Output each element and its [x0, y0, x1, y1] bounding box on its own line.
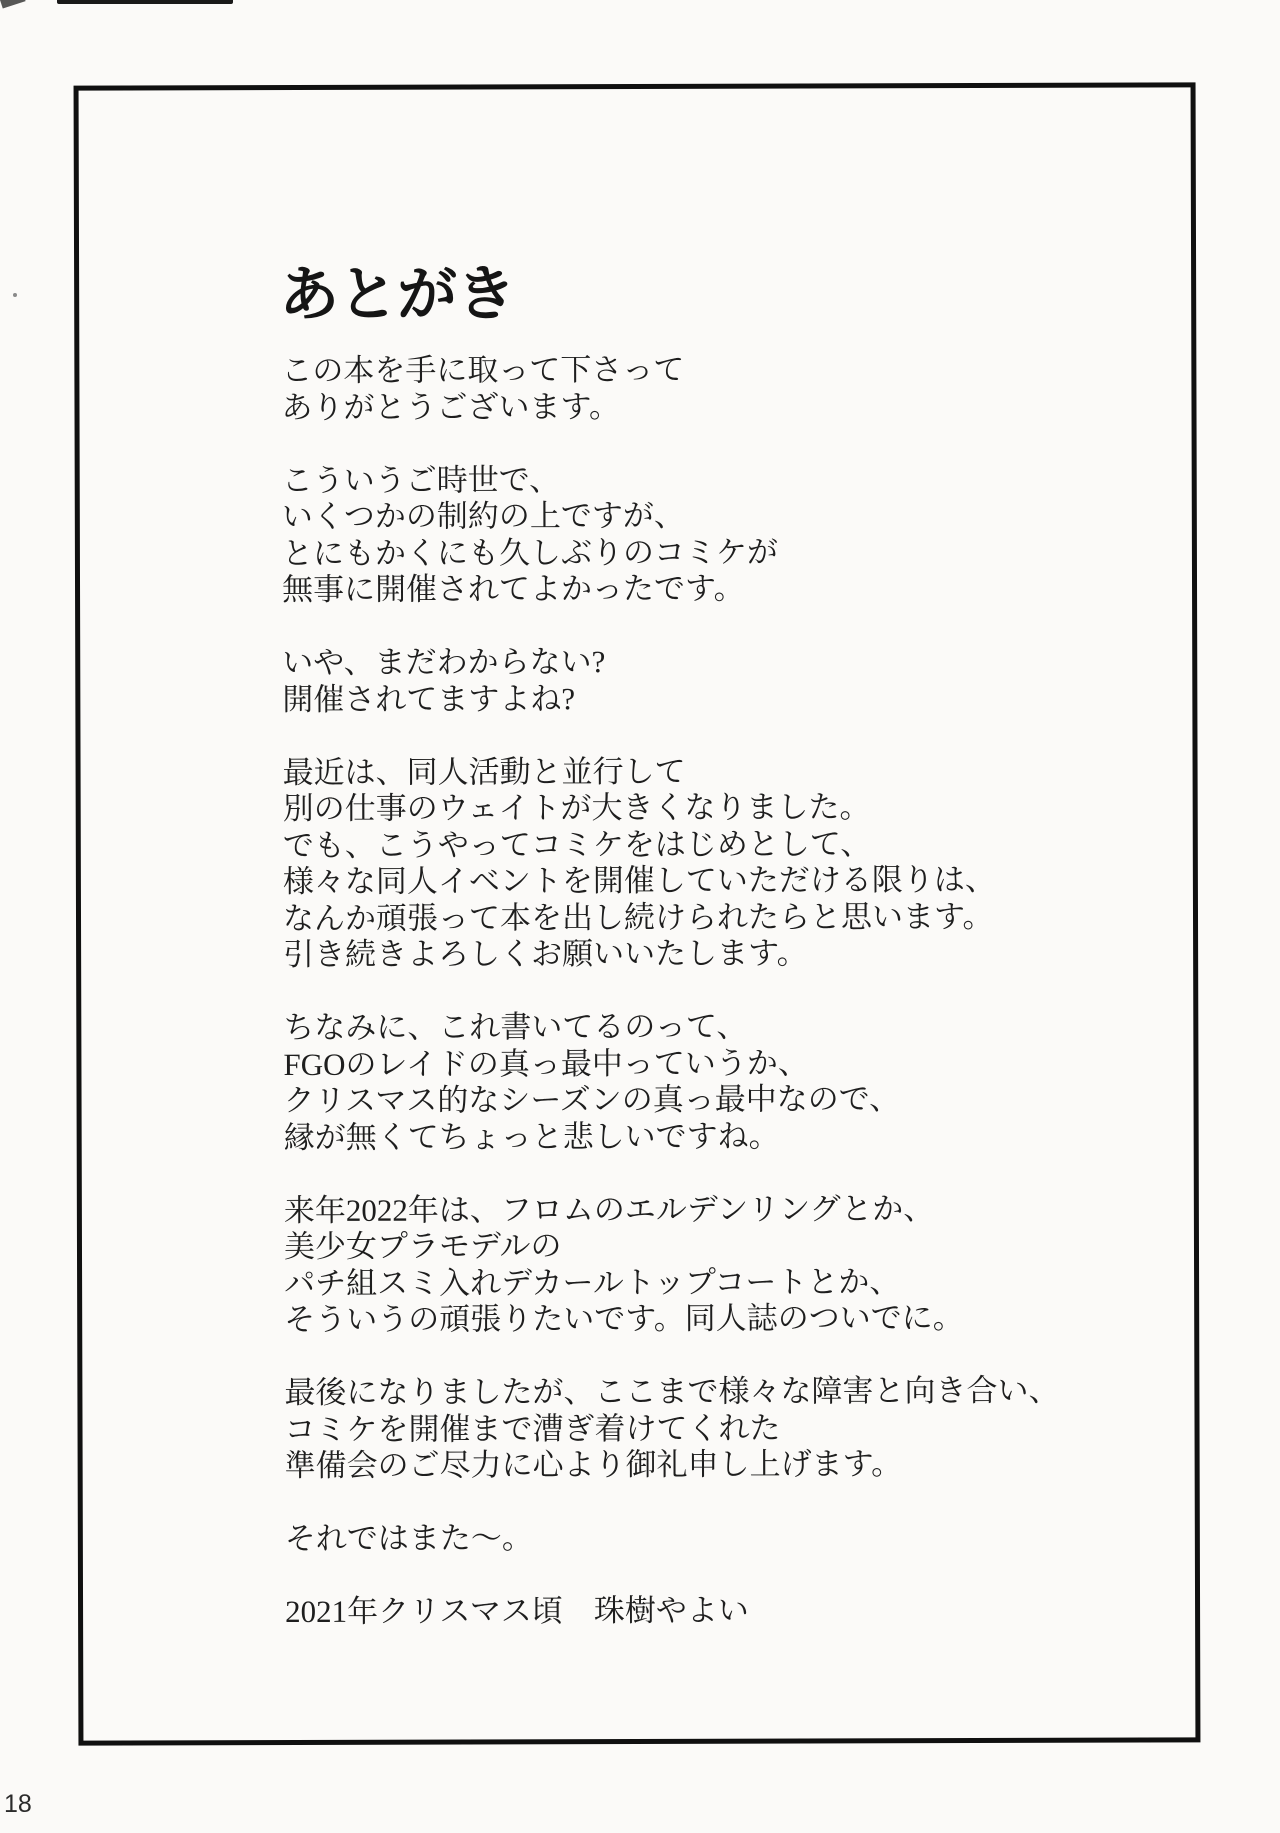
- afterword-body: [281, 351, 1060, 1667]
- paragraph-gratitude: [284, 1373, 1059, 1485]
- text-line: コミケを開催まで漕ぎ着けてくれた: [284, 1410, 781, 1447]
- text-line: 来年2022年は、フロムのエルデンリングとか、: [283, 1190, 935, 1228]
- text-line: 準備会のご尽力に心より御礼申し上げます。: [284, 1446, 903, 1484]
- paragraph-farewell: [285, 1519, 1060, 1558]
- page-number: 18: [4, 1790, 32, 1818]
- text-line: 縁が無くてちょっと悲しいですね。: [283, 1118, 780, 1155]
- paragraph-work: [283, 752, 1059, 973]
- text-line: そういうの頑張りたいです。同人誌のついでに。: [284, 1300, 964, 1338]
- text-line: クリスマス的なシーズンの真っ最中なので、: [283, 1081, 901, 1119]
- afterword-title: あとがき: [279, 261, 516, 329]
- paragraph-question: [282, 643, 1057, 718]
- text-line: 美少女プラモデルの: [283, 1228, 562, 1265]
- text-line: 引き続きよろしくお願いいたします。: [283, 935, 808, 973]
- text-line: ありがとうございます。: [281, 388, 621, 425]
- text-line: FGOのレイドの真っ最中っていうか、: [283, 1044, 809, 1082]
- text-line: パチ組スミ入れデカールトップコートとか、: [284, 1263, 901, 1301]
- text-line: いくつかの制約の上ですが、: [281, 497, 685, 535]
- paragraph-circumstances: [282, 460, 1057, 608]
- text-line: こういうご時世で、: [281, 461, 561, 498]
- paragraph-thanks: [281, 351, 1056, 426]
- paragraph-next-year: [284, 1190, 1059, 1338]
- text-line: 開催されてますよね?: [282, 680, 576, 717]
- text-line: 別の仕事のウェイトが大きくなりました。: [282, 789, 871, 827]
- paragraph-season: [283, 1008, 1058, 1156]
- text-line: それではまた～。: [284, 1520, 533, 1557]
- text-line: 最後になりましたが、ここまで様々な障害と向き合い、: [284, 1372, 1060, 1411]
- signature-line: 2021年クリスマス頃 珠樹やよい: [285, 1592, 749, 1630]
- text-line: 最近は、同人活動と並行して: [282, 753, 686, 790]
- text-line: 様々な同人イベントを開催していただける限りは、: [282, 861, 996, 900]
- text-line: でも、こうやってコミケをはじめとして、: [282, 825, 872, 863]
- text-line: なんか頑張って本を出し続けられたらと思います。: [282, 898, 994, 936]
- text-line: 無事に開催されてよかったです。: [281, 570, 745, 608]
- text-line: いや、まだわからない?: [282, 644, 606, 681]
- text-line: この本を手に取って下さって: [281, 351, 685, 389]
- text-line: ちなみに、これ書いてるのって、: [283, 1008, 748, 1046]
- text-line: とにもかくにも久しぶりのコミケが: [281, 534, 778, 571]
